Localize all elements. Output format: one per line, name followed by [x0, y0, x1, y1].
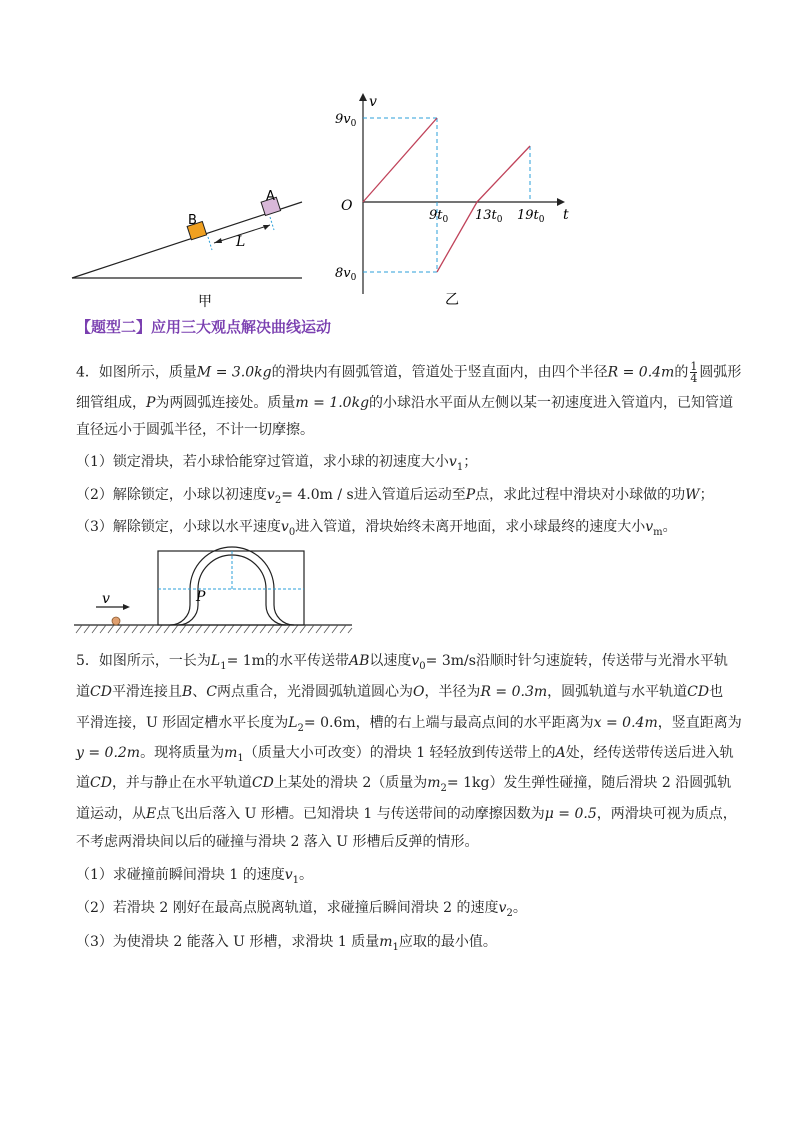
graph-segment-3 [477, 146, 530, 202]
label-v: v [102, 591, 110, 607]
q4-sub-1: （1）锁定滑块，若小球恰能穿过管道，求小球的初速度大小$v_1$； [76, 454, 478, 473]
q5-sub-3: （3）为使滑块 2 能落入 U 形槽，求滑块 1 质量$m_1$应取的最小值。 [76, 934, 497, 953]
q5-line-2: 道CD平滑连接且B、C两点重合，光滑圆弧轨道圆心为O，半径为R = 0.3m，圆弧轨道与水平轨道CD也 [76, 684, 724, 700]
q5-line-3: 平滑连接，U 形固定槽水平长度为$L_2= 0.6m$，槽的右上端与最高点间的水平距离为x = 0.4m，竖直距离为 [76, 715, 742, 734]
label-19t0: $19t_0$ [517, 208, 545, 225]
q5-line-5: 道CD，并与静止在水平轨道CD上某处的滑块 2（质量为$m_2= 1kg$）发生弹性碰撞，随后滑块 2 沿圆弧轨 [76, 775, 732, 794]
label-P: P [196, 589, 206, 605]
label-9t0: $9t_0$ [429, 208, 449, 225]
q4-sub-2: （2）解除锁定，小球以初速度$v_2= 4.0m / s$进入管道后运动至P点，求此过程中滑块对小球做的功W； [76, 487, 714, 506]
caption-jia: 甲 [198, 294, 212, 310]
label-9v0: $9v_0$ [335, 112, 357, 129]
label-B: B [188, 213, 197, 228]
figure-jia [60, 180, 320, 320]
label-L: L [236, 234, 246, 250]
q4-line-3: 直径远小于圆弧半径，不计一切摩擦。 [76, 422, 314, 438]
q4-sub-3: （3）解除锁定，小球以水平速度$v_0$进入管道，滑块始终未离开地面，求小球最终的速度大小$v_m$。 [76, 519, 677, 538]
floor-hatch [76, 625, 352, 633]
label-t-axis: t [563, 207, 569, 223]
q5-sub-1: （1）求碰撞前瞬间滑块 1 的速度$v_1$。 [76, 867, 314, 886]
marker-A [270, 217, 274, 230]
q5-sub-2: （2）若滑块 2 刚好在最高点脱离轨道，求碰撞后瞬间滑块 2 的速度$v_2$。 [76, 900, 527, 919]
tube-inner [178, 555, 286, 625]
ball [112, 617, 120, 625]
v-axis-arrow [359, 93, 367, 101]
q5-line-6: 道运动，从E点飞出后落入 U 形槽。已知滑块 1 与传送带间的动摩擦因数为μ = 0.5，两滑块可视为质点， [76, 806, 737, 822]
q4-line-1: 4．如图所示，质量M = 3.0kg的滑块内有圆弧管道，管道处于竖直面内，由四个半径R = 0.4m的 $\frac{1}{4}$ 圆弧形 [76, 360, 742, 385]
section-title: 【题型二】应用三大观点解决曲线运动 [76, 318, 332, 336]
fraction-quarter: $\frac{1}{4}$ [690, 360, 698, 385]
slider-block [158, 551, 304, 625]
label-A: A [266, 189, 275, 204]
label-v-axis: v [369, 94, 377, 110]
graph-segment-2 [437, 202, 477, 272]
label-8v0: $8v_0$ [335, 266, 357, 283]
q5-line-4: y = 0.2m。现将质量为$m_1$（质量大小可改变）的滑块 1 轻轻放到传送带上的A处，经传送带传送后进入轨 [76, 745, 734, 764]
velocity-arrow-head [123, 604, 130, 610]
q5-line-1: 5．如图所示，一长为$L_1= 1m$的水平传送带AB以速度$v_0= 3m/s$沿顺时针匀速旋转，传送带与光滑水平轨 [76, 653, 728, 672]
figure-yi [325, 88, 585, 313]
arrow-head-left [214, 238, 222, 243]
figure-q4 [70, 545, 360, 640]
label-13t0: $13t_0$ [475, 208, 503, 225]
caption-yi: 乙 [445, 292, 459, 308]
graph-segment-1 [363, 118, 437, 202]
label-origin: O [341, 198, 353, 214]
marker-B [208, 237, 212, 250]
arrow-head-right [263, 225, 270, 230]
q5-line-7: 不考虑两滑块间以后的碰撞与滑块 2 落入 U 形槽后反弹的情形。 [76, 834, 479, 850]
q4-line-2: 细管组成，P为两圆弧连接处。质量m = 1.0kg的小球沿水平面从左侧以某一初速度进入管道内，已知管道 [76, 395, 734, 411]
t-axis-arrow [557, 198, 565, 206]
